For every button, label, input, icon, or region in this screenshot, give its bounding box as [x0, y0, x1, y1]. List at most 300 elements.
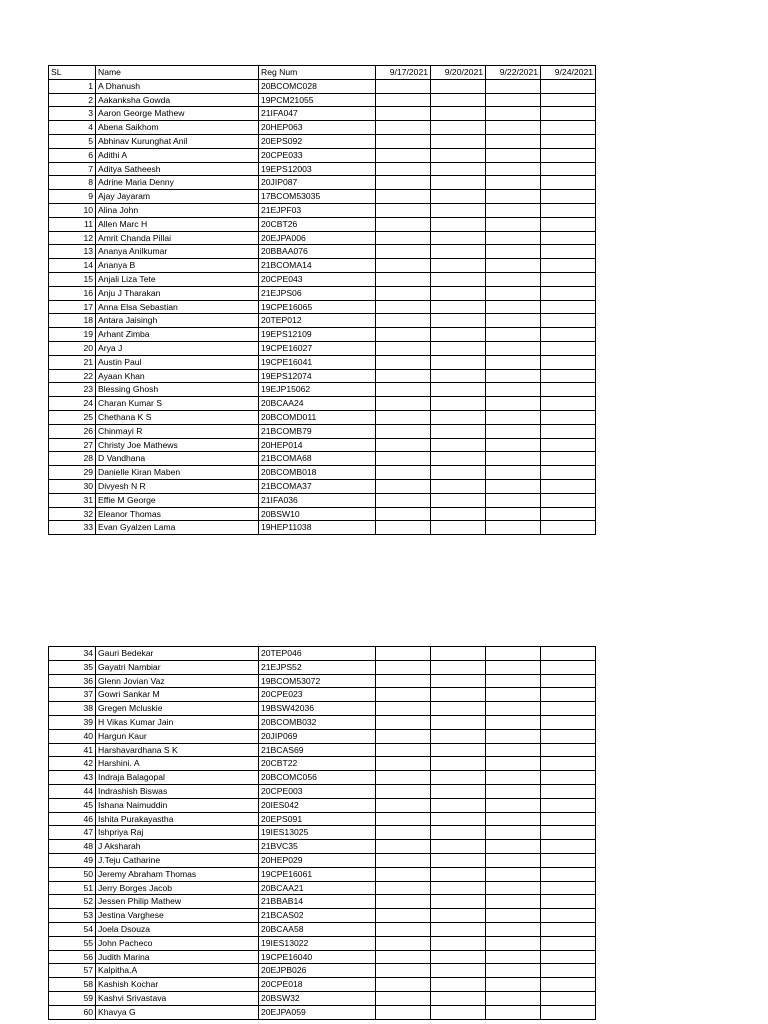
sl-cell: 23	[49, 383, 96, 397]
name-cell: Divyesh N R	[96, 479, 259, 493]
attendance-cell	[376, 300, 431, 314]
attendance-cell	[431, 272, 486, 286]
attendance-cell	[486, 341, 541, 355]
attendance-cell	[486, 991, 541, 1005]
name-cell: Kashvi Srivastava	[96, 991, 259, 1005]
sl-cell: 55	[49, 936, 96, 950]
table-row	[49, 355, 596, 369]
attendance-cell	[486, 245, 541, 259]
sl-cell: 37	[49, 688, 96, 702]
table-row	[49, 314, 596, 328]
table-row	[49, 853, 596, 867]
attendance-cell	[541, 272, 596, 286]
attendance-cell	[431, 867, 486, 881]
attendance-cell	[376, 702, 431, 716]
table-row	[49, 507, 596, 521]
table-row	[49, 341, 596, 355]
attendance-cell	[376, 757, 431, 771]
sl-cell: 44	[49, 784, 96, 798]
attendance-cell	[486, 148, 541, 162]
name-cell: Danielle Kiran Maben	[96, 466, 259, 480]
sl-cell: 4	[49, 121, 96, 135]
sl-cell: 1	[49, 79, 96, 93]
name-cell: Harshavardhana S K	[96, 743, 259, 757]
name-cell: Anjali Liza Tete	[96, 272, 259, 286]
table-row	[49, 217, 596, 231]
table-row	[49, 867, 596, 881]
attendance-cell	[431, 190, 486, 204]
attendance-cell	[431, 245, 486, 259]
attendance-cell	[431, 674, 486, 688]
reg-num-cell: 19EPS12109	[259, 328, 376, 342]
attendance-cell	[486, 964, 541, 978]
attendance-cell	[486, 203, 541, 217]
attendance-cell	[431, 93, 486, 107]
attendance-cell	[431, 771, 486, 785]
table-row	[49, 688, 596, 702]
name-cell: Austin Paul	[96, 355, 259, 369]
attendance-cell	[376, 922, 431, 936]
attendance-cell	[376, 424, 431, 438]
attendance-cell	[431, 688, 486, 702]
reg-num-cell: 20CPE018	[259, 978, 376, 992]
table-row	[49, 383, 596, 397]
table-row	[49, 231, 596, 245]
table-row	[49, 771, 596, 785]
name-cell: Aakanksha Gowda	[96, 93, 259, 107]
attendance-cell	[431, 328, 486, 342]
attendance-cell	[376, 507, 431, 521]
attendance-cell	[376, 162, 431, 176]
name-cell: Anna Elsa Sebastian	[96, 300, 259, 314]
reg-num-cell: 20BCAA21	[259, 881, 376, 895]
attendance-cell	[376, 93, 431, 107]
attendance-cell	[376, 909, 431, 923]
attendance-cell	[431, 410, 486, 424]
name-cell: Evan Gyalzen Lama	[96, 521, 259, 535]
attendance-cell	[541, 743, 596, 757]
attendance-cell	[376, 231, 431, 245]
attendance-cell	[486, 853, 541, 867]
reg-num-cell: 17BCOM53035	[259, 190, 376, 204]
attendance-cell	[431, 826, 486, 840]
attendance-cell	[376, 383, 431, 397]
header-date: 9/20/2021	[431, 66, 486, 80]
reg-num-cell: 20CBT26	[259, 217, 376, 231]
sl-cell: 11	[49, 217, 96, 231]
name-cell: J.Teju Catharine	[96, 853, 259, 867]
table-row	[49, 493, 596, 507]
reg-num-cell: 20BCOMB032	[259, 715, 376, 729]
table-row	[49, 647, 596, 661]
sl-cell: 53	[49, 909, 96, 923]
reg-num-cell: 21BCAS02	[259, 909, 376, 923]
sl-cell: 17	[49, 300, 96, 314]
name-cell: Gauri Bedekar	[96, 647, 259, 661]
attendance-cell	[376, 674, 431, 688]
name-cell: Arya J	[96, 341, 259, 355]
reg-num-cell: 20BCOMD011	[259, 410, 376, 424]
table-row	[49, 798, 596, 812]
name-cell: Christy Joe Mathews	[96, 438, 259, 452]
sl-cell: 19	[49, 328, 96, 342]
attendance-cell	[376, 936, 431, 950]
table-row	[49, 134, 596, 148]
reg-num-cell: 20CPE003	[259, 784, 376, 798]
attendance-cell	[541, 424, 596, 438]
attendance-cell	[486, 798, 541, 812]
attendance-table-page-2	[48, 646, 596, 1020]
table-row	[49, 328, 596, 342]
header-reg-num: Reg Num	[259, 66, 376, 80]
attendance-cell	[376, 479, 431, 493]
attendance-cell	[541, 729, 596, 743]
attendance-cell	[431, 729, 486, 743]
attendance-cell	[431, 798, 486, 812]
attendance-cell	[431, 757, 486, 771]
attendance-cell	[486, 674, 541, 688]
sl-cell: 46	[49, 812, 96, 826]
attendance-cell	[541, 909, 596, 923]
attendance-cell	[431, 369, 486, 383]
sl-cell: 51	[49, 881, 96, 895]
table-row	[49, 826, 596, 840]
attendance-cell	[431, 300, 486, 314]
reg-num-cell: 21BCOMA14	[259, 259, 376, 273]
attendance-cell	[431, 397, 486, 411]
reg-num-cell: 20BCOMC028	[259, 79, 376, 93]
reg-num-cell: 20CPE033	[259, 148, 376, 162]
table-row	[49, 743, 596, 757]
name-cell: H Vikas Kumar Jain	[96, 715, 259, 729]
attendance-cell	[376, 452, 431, 466]
table-row	[49, 397, 596, 411]
reg-num-cell: 21EJPS52	[259, 660, 376, 674]
reg-num-cell: 20EJPB026	[259, 964, 376, 978]
reg-num-cell: 20BCAA24	[259, 397, 376, 411]
reg-num-cell: 20HEP014	[259, 438, 376, 452]
attendance-cell	[376, 203, 431, 217]
attendance-cell	[486, 867, 541, 881]
attendance-cell	[541, 107, 596, 121]
table-row	[49, 438, 596, 452]
attendance-cell	[376, 743, 431, 757]
name-cell: Hargun Kaur	[96, 729, 259, 743]
table-row	[49, 162, 596, 176]
attendance-cell	[376, 410, 431, 424]
attendance-cell	[486, 771, 541, 785]
reg-num-cell: 20CPE023	[259, 688, 376, 702]
attendance-cell	[376, 148, 431, 162]
sl-cell: 29	[49, 466, 96, 480]
attendance-cell	[486, 1005, 541, 1019]
attendance-cell	[541, 881, 596, 895]
sl-cell: 57	[49, 964, 96, 978]
attendance-cell	[376, 840, 431, 854]
attendance-cell	[541, 950, 596, 964]
attendance-cell	[541, 369, 596, 383]
attendance-cell	[541, 410, 596, 424]
name-cell: Gayatri Nambiar	[96, 660, 259, 674]
sl-cell: 54	[49, 922, 96, 936]
reg-num-cell: 20TEP012	[259, 314, 376, 328]
attendance-cell	[431, 79, 486, 93]
attendance-cell	[541, 341, 596, 355]
attendance-cell	[486, 743, 541, 757]
name-cell: Gregen Mcluskie	[96, 702, 259, 716]
attendance-cell	[431, 647, 486, 661]
reg-num-cell: 20EJPA059	[259, 1005, 376, 1019]
name-cell: Indraja Balagopal	[96, 771, 259, 785]
reg-num-cell: 20HEP029	[259, 853, 376, 867]
attendance-cell	[541, 355, 596, 369]
attendance-cell	[431, 466, 486, 480]
attendance-cell	[431, 383, 486, 397]
attendance-cell	[541, 383, 596, 397]
sl-cell: 28	[49, 452, 96, 466]
attendance-cell	[376, 964, 431, 978]
attendance-cell	[486, 217, 541, 231]
sl-cell: 7	[49, 162, 96, 176]
attendance-cell	[486, 300, 541, 314]
name-cell: Eleanor Thomas	[96, 507, 259, 521]
attendance-cell	[376, 259, 431, 273]
attendance-cell	[431, 964, 486, 978]
reg-num-cell: 19EPS12003	[259, 162, 376, 176]
header-row	[49, 66, 596, 80]
reg-num-cell: 19EJP15062	[259, 383, 376, 397]
attendance-cell	[541, 397, 596, 411]
attendance-cell	[376, 798, 431, 812]
attendance-cell	[376, 647, 431, 661]
attendance-cell	[431, 743, 486, 757]
attendance-cell	[376, 466, 431, 480]
attendance-cell	[541, 121, 596, 135]
sl-cell: 41	[49, 743, 96, 757]
attendance-cell	[486, 162, 541, 176]
sl-cell: 25	[49, 410, 96, 424]
table-row	[49, 964, 596, 978]
reg-num-cell: 19EPS12074	[259, 369, 376, 383]
name-cell: Jessen Philip Mathew	[96, 895, 259, 909]
sl-cell: 42	[49, 757, 96, 771]
reg-num-cell: 20BSW32	[259, 991, 376, 1005]
attendance-cell	[541, 688, 596, 702]
attendance-cell	[376, 107, 431, 121]
table-row	[49, 272, 596, 286]
attendance-cell	[376, 272, 431, 286]
reg-num-cell: 20BCOMB018	[259, 466, 376, 480]
attendance-cell	[541, 647, 596, 661]
attendance-cell	[541, 245, 596, 259]
name-cell: Ayaan Khan	[96, 369, 259, 383]
attendance-cell	[541, 93, 596, 107]
attendance-cell	[431, 660, 486, 674]
reg-num-cell: 21IFA036	[259, 493, 376, 507]
name-cell: Glenn Jovian Vaz	[96, 674, 259, 688]
name-cell: J Aksharah	[96, 840, 259, 854]
sl-cell: 13	[49, 245, 96, 259]
attendance-cell	[376, 867, 431, 881]
attendance-cell	[486, 79, 541, 93]
attendance-cell	[486, 715, 541, 729]
attendance-cell	[486, 424, 541, 438]
table-row	[49, 895, 596, 909]
name-cell: A Dhanush	[96, 79, 259, 93]
table-row	[49, 991, 596, 1005]
attendance-cell	[486, 121, 541, 135]
reg-num-cell: 19CPE16041	[259, 355, 376, 369]
attendance-cell	[376, 79, 431, 93]
attendance-cell	[486, 922, 541, 936]
name-cell: Ananya Anilkumar	[96, 245, 259, 259]
attendance-cell	[541, 259, 596, 273]
table-row	[49, 121, 596, 135]
attendance-cell	[541, 922, 596, 936]
reg-num-cell: 19IES13022	[259, 936, 376, 950]
attendance-cell	[486, 107, 541, 121]
attendance-cell	[376, 397, 431, 411]
attendance-cell	[486, 978, 541, 992]
attendance-cell	[431, 203, 486, 217]
sl-cell: 47	[49, 826, 96, 840]
attendance-cell	[541, 784, 596, 798]
reg-num-cell: 20EPS092	[259, 134, 376, 148]
attendance-cell	[541, 826, 596, 840]
attendance-cell	[541, 79, 596, 93]
attendance-cell	[486, 355, 541, 369]
table-row	[49, 674, 596, 688]
attendance-cell	[431, 950, 486, 964]
name-cell: Aaron George Mathew	[96, 107, 259, 121]
attendance-cell	[541, 148, 596, 162]
table-row	[49, 840, 596, 854]
attendance-cell	[486, 812, 541, 826]
sl-cell: 21	[49, 355, 96, 369]
attendance-cell	[431, 176, 486, 190]
table-row	[49, 757, 596, 771]
attendance-cell	[376, 771, 431, 785]
reg-num-cell: 20EJPA006	[259, 231, 376, 245]
attendance-cell	[541, 300, 596, 314]
attendance-cell	[486, 410, 541, 424]
name-cell: Abhinav Kurunghat Anil	[96, 134, 259, 148]
name-cell: Blessing Ghosh	[96, 383, 259, 397]
name-cell: Amrit Chanda Pillai	[96, 231, 259, 245]
attendance-cell	[541, 964, 596, 978]
attendance-cell	[486, 231, 541, 245]
attendance-cell	[486, 328, 541, 342]
sl-cell: 5	[49, 134, 96, 148]
header-name: Name	[96, 66, 259, 80]
reg-num-cell: 21EJPS06	[259, 286, 376, 300]
attendance-cell	[541, 1005, 596, 1019]
attendance-cell	[376, 729, 431, 743]
attendance-cell	[541, 936, 596, 950]
reg-num-cell: 20JIP087	[259, 176, 376, 190]
attendance-cell	[541, 660, 596, 674]
attendance-cell	[376, 245, 431, 259]
header-sl: SL	[49, 66, 96, 80]
table-row	[49, 176, 596, 190]
attendance-cell	[541, 867, 596, 881]
header-date: 9/24/2021	[541, 66, 596, 80]
name-cell: Effie M George	[96, 493, 259, 507]
attendance-cell	[486, 729, 541, 743]
attendance-cell	[486, 507, 541, 521]
name-cell: John Pacheco	[96, 936, 259, 950]
attendance-cell	[486, 479, 541, 493]
attendance-cell	[376, 121, 431, 135]
attendance-cell	[486, 259, 541, 273]
reg-num-cell: 19BCOM53072	[259, 674, 376, 688]
name-cell: Judith Marina	[96, 950, 259, 964]
attendance-cell	[431, 702, 486, 716]
attendance-cell	[541, 328, 596, 342]
reg-num-cell: 21BCOMA68	[259, 452, 376, 466]
sl-cell: 60	[49, 1005, 96, 1019]
sl-cell: 43	[49, 771, 96, 785]
name-cell: Adrine Maria Denny	[96, 176, 259, 190]
attendance-cell	[541, 203, 596, 217]
attendance-cell	[486, 936, 541, 950]
name-cell: Harshini. A	[96, 757, 259, 771]
table-row	[49, 936, 596, 950]
attendance-cell	[376, 688, 431, 702]
table-row	[49, 521, 596, 535]
name-cell: Abena Saikhom	[96, 121, 259, 135]
table-row	[49, 978, 596, 992]
attendance-cell	[431, 493, 486, 507]
name-cell: Adithi A	[96, 148, 259, 162]
table-row	[49, 1005, 596, 1019]
sl-cell: 3	[49, 107, 96, 121]
sl-cell: 15	[49, 272, 96, 286]
attendance-cell	[376, 286, 431, 300]
name-cell: Khavya G	[96, 1005, 259, 1019]
attendance-cell	[376, 438, 431, 452]
table-row	[49, 424, 596, 438]
name-cell: Anju J Tharakan	[96, 286, 259, 300]
attendance-cell	[376, 355, 431, 369]
attendance-cell	[431, 922, 486, 936]
table-row	[49, 715, 596, 729]
attendance-cell	[486, 950, 541, 964]
attendance-cell	[431, 991, 486, 1005]
reg-num-cell: 20JIP069	[259, 729, 376, 743]
reg-num-cell: 19BSW42036	[259, 702, 376, 716]
attendance-cell	[376, 978, 431, 992]
attendance-cell	[486, 272, 541, 286]
attendance-cell	[376, 521, 431, 535]
attendance-cell	[541, 771, 596, 785]
sl-cell: 56	[49, 950, 96, 964]
attendance-cell	[486, 840, 541, 854]
attendance-cell	[541, 991, 596, 1005]
attendance-cell	[486, 93, 541, 107]
table-row	[49, 286, 596, 300]
table-row	[49, 909, 596, 923]
sl-cell: 6	[49, 148, 96, 162]
attendance-cell	[376, 328, 431, 342]
attendance-cell	[541, 978, 596, 992]
attendance-cell	[431, 134, 486, 148]
name-cell: Ishita Purakayastha	[96, 812, 259, 826]
reg-num-cell: 21BBAB14	[259, 895, 376, 909]
attendance-cell	[431, 479, 486, 493]
attendance-cell	[486, 176, 541, 190]
attendance-cell	[376, 812, 431, 826]
